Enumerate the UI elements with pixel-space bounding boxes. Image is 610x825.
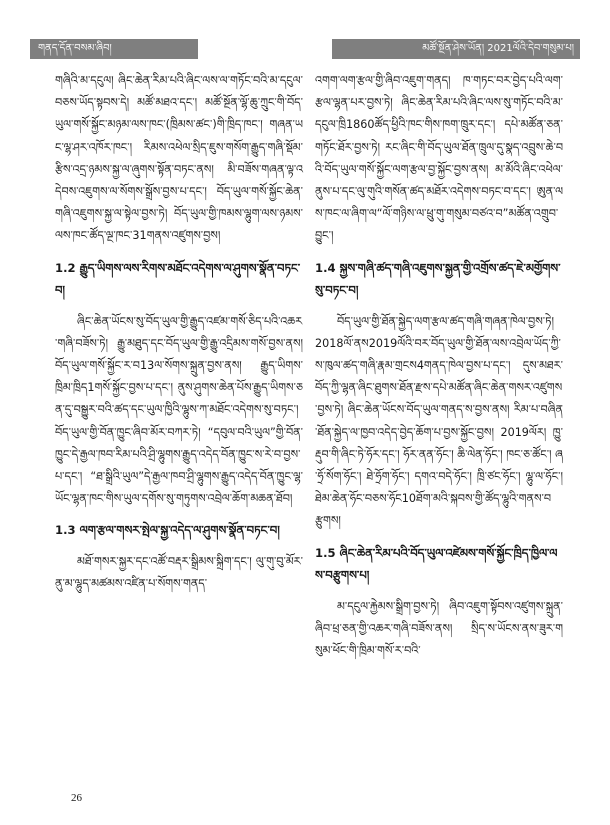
section-heading-1-2: 1.2 རྒྱུད་ཡིགས་ལས་རིགས་མཐོང་འདེགས་ལ་ཤུགས་སྣོན་བཏང་བ།	[55, 260, 301, 298]
body-paragraph: གཞིའི་མ་དངུལ། ཞིང་ཆེན་རིམ་པའི་ཞིང་ལས་ལ་གཏོང་བའི་མ་དངུལ་བཅས་ཡོད་སྟབས་དེ། མཚོ་མཐའ་དང་། མཚོ་སྔོན་ལྷོ་ཆུ་ཀྲུང་གི་བོད་ཡུལ་གསོ་སྐྱོང་མཉམ་ལས་ཁང་(ཁྲིམས་ཚང་)གི་ཁྲིད་ཁང་། གཞན་ཡང་ལྷ་ཤར་འཁོར་ཁང་། རིམས་འཕེལ་སྲིད་ཇུས་གསོག་རྒྱུད་གཞི་སྡོམ་རྩིས་འདྲ་ཉམས་སྐྱ་ལ་ཞུགས་སྟོན་བཏང་ནས། མི་བཟོས་གཞན་ལྟ་འདེབས་འཇུགས་ལ་སོགས་སྒྲོས་བྱས་པ་དང་། བོད་ཡུལ་གསོ་སྐྱོང་ཆེན་གཞི་འཇུགས་སྐྱ་ལ་སྟེལ་བྱས་ཏེ། བོད་ཡུལ་གྱི་ཁམས་ལྷུག་ལས་ཉམས་ལས་ཁང་ཚོད་ལྔ་ཁང་31གནས་འཛུགས་བྱས།	[55, 74, 303, 243]
section-heading-1-5: 1.5 ཞིང་ཆེན་རིམ་པའི་བོད་ཡུལ་འཛེམས་གསོ་སྐྱོང་ཁྲིད་ཁྱིལ་ལས་བརྩུགས་པ།	[315, 545, 558, 583]
right-column	[315, 70, 563, 662]
body-paragraph: མ་དངུལ་རྐྱེམས་སྒྲིག་བྱས་ཏེ། ཞིབ་འཇུག་སྟོབས་འཛུགས་སྐྲུན་ཞིབ་ཕྲ་ཅན་གྱི་འཆར་གཞི་བཟོས་ནས། སྲིད་ས་ཡོངས་ནས་ཟུར་གསུམ་ཕོང་གི་ཁྲིམ་གསོ་ར་བའི་	[315, 599, 563, 658]
header-section-title: གནད་དོན་བསམ་ཞིབ།	[30, 39, 198, 59]
body-paragraph: འགག་ལག་རྩལ་གྱི་ཞིབ་འཇུག་གནད། ཁ་གཏང་བར་བྱེད་པའི་ལག་རྩལ་ལྷན་པར་བྱས་ཏེ། ཞིང་ཆེན་རིམ་པའི་ཞིང་ལས་སུ་གཏོང་བའི་མ་དངུལ་ཁྲི1860ཚོད་ཕྱིའི་ཁང་གིས་ཁག་ཁྲུར་དང་། དཔེ་མཚོན་ཅན་གཏོང་ཐོར་བྱས་ཏེ། རང་ཞིང་གི་བོད་ཡུལ་ཐོན་ཁྲུལ་དུ་སྣད་འབྲུས་ཆེ་བའི་བོད་ཡུལ་གསོ་སྐྱོང་ལག་རྩལ་བྱ་སྐྱོང་བྱས་ནས། མ་མོའི་ཞིང་འཕེལ་ནུས་པ་དང་ལུ་གུའི་གསོན་ཚད་མཐོར་འདེགས་བཏང་བ་དང་། ཨུན་ལས་ཁང་ལ་ཞིག་ལ“ལོ་གཉིས་ལ་ཕྲུ་གུ་གསུམ་བཙའ་བ”མཚོན་འགྲུབ་བྱུང་།	[315, 74, 563, 243]
body-paragraph: མཐོ་གསར་སྐྱར་དང་འཚོ་བརྡར་སྒྲིམས་སྐྲིག་དང་། ལུ་གུ་བུ་མོར་ནུ་མ་ལྷུད་མཚམས་འཛིན་པ་སོགས་གནད་	[55, 554, 303, 591]
body-paragraph: ཞིང་ཆེན་ཡོངས་སུ་བོད་ཡུལ་གྱི་རྒྱུད་འཛམ་གསོ་ཅིད་པའི་འཆར་གཞི་བཟོས་ཏེ། རྒྱུ་མཐུད་དང་བོད་ཡུལ་གྱི་རྒྱུ་འདྲིམས་གསོ་བྱས་ནས། བོད་ཡུལ་གསོ་སྐྱོང་ར་བ13ལ་སོགས་སྐྲུན་བྱས་ནས། རྒྱུད་ཡིགས་ཁྲིམ་ཁྲིད1གསོ་སྐྱོང་བྱས་པ་དང་། ནུས་ཤུགས་ཆེན་པོས་རྒྱུད་ཡིགས་ཅན་དུ་བསྒྱུར་བའི་ཚད་དང་ཡུལ་ཁྱིའི་ལྷུས་ཀ་མཐོང་འདེགས་སུ་བཏང་། བོད་ཡུལ་གྱི་བོན་ཁྱུང་ཞིབ་མོར་བཀར་ཏེ། “དབུལ་བའི་ཡུལ”གྱི་བོན་ཁྱུང་དེ་རྒྱལ་ཁབ་རིམ་པའི་ཤྲི་ལྷུགས་རྒྱུད་འདེད་བོན་ཁྱུང་ས་རེ་བ་བྱས་པ་དང་། “ཐ་སྒྲིའི་ཡུལ”དེ་རྒྱལ་ཁབ་ཤྲི་ལྷུགས་རྒྱུད་འདེད་བོན་ཁྱུང་ལྷ་ཡོང་ལྷན་ཁང་གིས་ཡུལ་དགོས་སུ་གཏུགས་འབྲེལ་ཆོག་མཆན་ཐོབ།	[55, 314, 303, 506]
left-column	[55, 70, 303, 595]
header-journal-title: མཚོ་སྔོན་ཤེས་ཡོན། 2021ལོའི་དེབ་གསུམ་པ།	[332, 39, 580, 59]
section-heading-1-3: 1.3 ལག་རྩལ་གསར་སྤེལ་སྐྱ་འདེད་ལ་ཤུགས་སྣོན་བཏང་བ།	[55, 523, 280, 538]
section-heading-1-4: 1.4 སྐྱས་གཞི་ཚད་གཞི་འཇུགས་སྐྱན་གྱི་འགྲོས་ཚད་ཇེ་མགྱོགས་སུ་བཏང་བ།	[315, 260, 561, 298]
page-header	[30, 39, 580, 59]
body-paragraph: བོད་ཡུལ་གྱི་ཐོན་སྐྱེད་ལག་རྩལ་ཚད་གཞི་གཞན་ཁེལ་བྱས་ཏེ། 2018ལོ་ནས2019ལོའི་བར་བོད་ཡུལ་གྱི་ཐོན་ལས་འབྲེལ་ཡོད་ཀྱི་ས་ཁུལ་ཚད་གཞི་རྣམ་གྲངས4གནད་ཁེལ་བྱས་པ་དང་། དུས་མཐར་བོད་ཀྱི་ལྷན་ཞིང་ཐུགས་ཐོན་རྫས་དཔེ་མཚོན་ཞིང་ཆེན་གསར་འཛུགས་བྱས་ཏེ། ཞིང་ཆེན་ཡོངས་བོད་ཡུལ་གནད་ས་བྱས་ནས། རིམ་པ་བཞིན་ཐོན་སྐྱེད་ལ་ཁྱབ་འདེད་བྱེད་ཆོག་པ་བྱས་སྐྱོང་བྱས། 2019ལོར། ཁྱུ་རྡུབ་གི་ཞིང་ཏེ་ཧོར་དང་། ཧོར་ནན་ཧོང་། ཆི་ལེན་ཧོང་། ཁང་ཅ་ཚོང་། ཞ་ཧྲོ་སོག་ཧོང་། ཐེ་ཧྲོག་ཧོང་། དགའ་བདེ་ཧོང་། ཁྲི་ཙང་ཧོང་། ལྷུ་ལ་ཧོང་། ཐེམ་ཆེན་ཧོང་བཅས་ཧོང10ཐོག་མའི་སྐབས་གྱི་ཚོད་ལྷུའི་གནས་བརྩུགས།	[315, 314, 563, 528]
page-number: 26	[71, 792, 82, 804]
